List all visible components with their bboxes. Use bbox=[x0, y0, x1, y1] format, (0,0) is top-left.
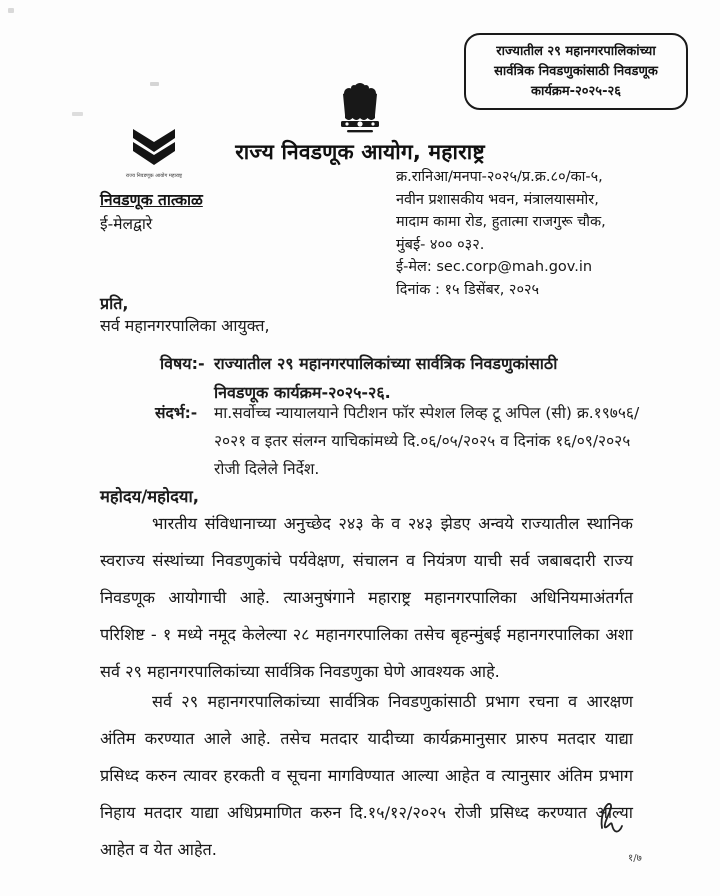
reference-text-line: २०२१ व इतर संलग्न याचिकांमध्ये दि.०६/०५/२०२५ व दिनांक १६/०९/२०२५ bbox=[214, 432, 631, 450]
state-election-commission-logo bbox=[118, 129, 190, 179]
reference-number: क्र.रानिआ/मनपा-२०२५/प्र.क्र.८०/का-५, bbox=[396, 169, 603, 185]
stamp-line: सार्वत्रिक निवडणुकांसाठी निवडणूक bbox=[494, 64, 658, 79]
signature-initial bbox=[592, 798, 632, 844]
subject-text-line: राज्यातील २९ महानगरपालिकांच्या सार्वत्रिक निवडणुकांसाठी bbox=[214, 354, 558, 373]
body-paragraph-2: सर्व २९ महानगरपालिकांच्या सार्वत्रिक निवडणुकांसाठी प्रभाग रचना व आरक्षण अंतिम करण्यात आले आहे. तसेच मतदार यादीच्या कार्यक्रमानुसार प्रारुप मतदार याद्या प्रसिध्द करुन त्यावर हरकती व सूचना मागविण्यात आल्या आहेत व त्यानुसार अंतिम प्रभाग निहाय मतदार याद्या अधिप्रमाणित करुन दि.१५/१२/२०२५ रोजी प्रसिध्द करण्यात आल्या आहेत व येत आहेत. bbox=[100, 692, 633, 859]
delivery-priority-label: निवडणूक तात्काळ bbox=[100, 191, 203, 209]
page-number: १/७ bbox=[628, 853, 642, 864]
salutation: महोदय/महोदया, bbox=[100, 487, 200, 506]
ashoka-lion-capital-emblem bbox=[334, 80, 386, 142]
letter-meta-block bbox=[396, 166, 696, 301]
email-line: ई-मेल: sec.corp@mah.gov.in bbox=[396, 259, 593, 275]
org-title: राज्य निवडणूक आयोग, महाराष्ट्र bbox=[235, 140, 485, 164]
stamp-line: कार्यक्रम-२०२५-२६ bbox=[530, 84, 621, 99]
stamp-line: राज्यातील २९ महानगरपालिकांच्या bbox=[496, 44, 656, 59]
date-line: दिनांक : १५ डिसेंबर, २०२५ bbox=[396, 281, 540, 298]
address-line: नवीन प्रशासकीय भवन, मंत्रालयासमोर, bbox=[396, 191, 599, 208]
reference-text-line: रोजी दिलेले निर्देश. bbox=[214, 460, 320, 478]
logo-caption: राज्य निवडणूक आयोग महाराष्ट्र bbox=[125, 173, 183, 179]
scan-artifact bbox=[72, 112, 83, 116]
election-programme-stamp-box bbox=[464, 33, 688, 110]
scan-artifact bbox=[8, 8, 14, 13]
scan-artifact bbox=[150, 82, 159, 86]
recipient-name: सर्व महानगरपालिका आयुक्त, bbox=[100, 316, 270, 335]
subject-label: विषय:- bbox=[160, 354, 205, 373]
reference-label: संदर्भ:- bbox=[155, 404, 198, 422]
body-paragraph-1: भारतीय संविधानाच्या अनुच्छेद २४३ के व २४३ झेडए अन्वये राज्यातील स्थानिक स्वराज्य संस्थांच्या निवडणुकांचे पर्यवेक्षण, संचालन व नियंत्रण याची सर्व जबाबदारी राज्य निवडणूक आयोगाची आहे. त्याअनुषंगाने महाराष्ट्र महानगरपालिका अधिनियमाअंतर्गत परिशिष्ट - १ मध्ये नमूद केलेल्या २८ महानगरपालिका तसेच बृहन्मुंबई महानगरपालिका अशा सर्व २९ महानगरपालिकांच्या सार्वत्रिक निवडणुका घेणे आवश्यक आहे. bbox=[100, 514, 633, 681]
address-line: मुंबई- ४०० ०३२. bbox=[396, 236, 485, 253]
subject-text-line: निवडणूक कार्यक्रम-२०२५-२६. bbox=[214, 383, 391, 402]
address-line: मादाम कामा रोड, हुतात्मा राजगुरू चौक, bbox=[396, 214, 606, 230]
delivery-mode-label: ई-मेलद्वारे bbox=[100, 215, 153, 233]
reference-text-line: मा.सर्वोच्च न्यायालयाने पिटीशन फॉर स्पेशल लिव्ह टू अपिल (सी) क्र.१९७५६/ bbox=[214, 404, 640, 422]
recipient-to-label: प्रति, bbox=[100, 294, 129, 313]
